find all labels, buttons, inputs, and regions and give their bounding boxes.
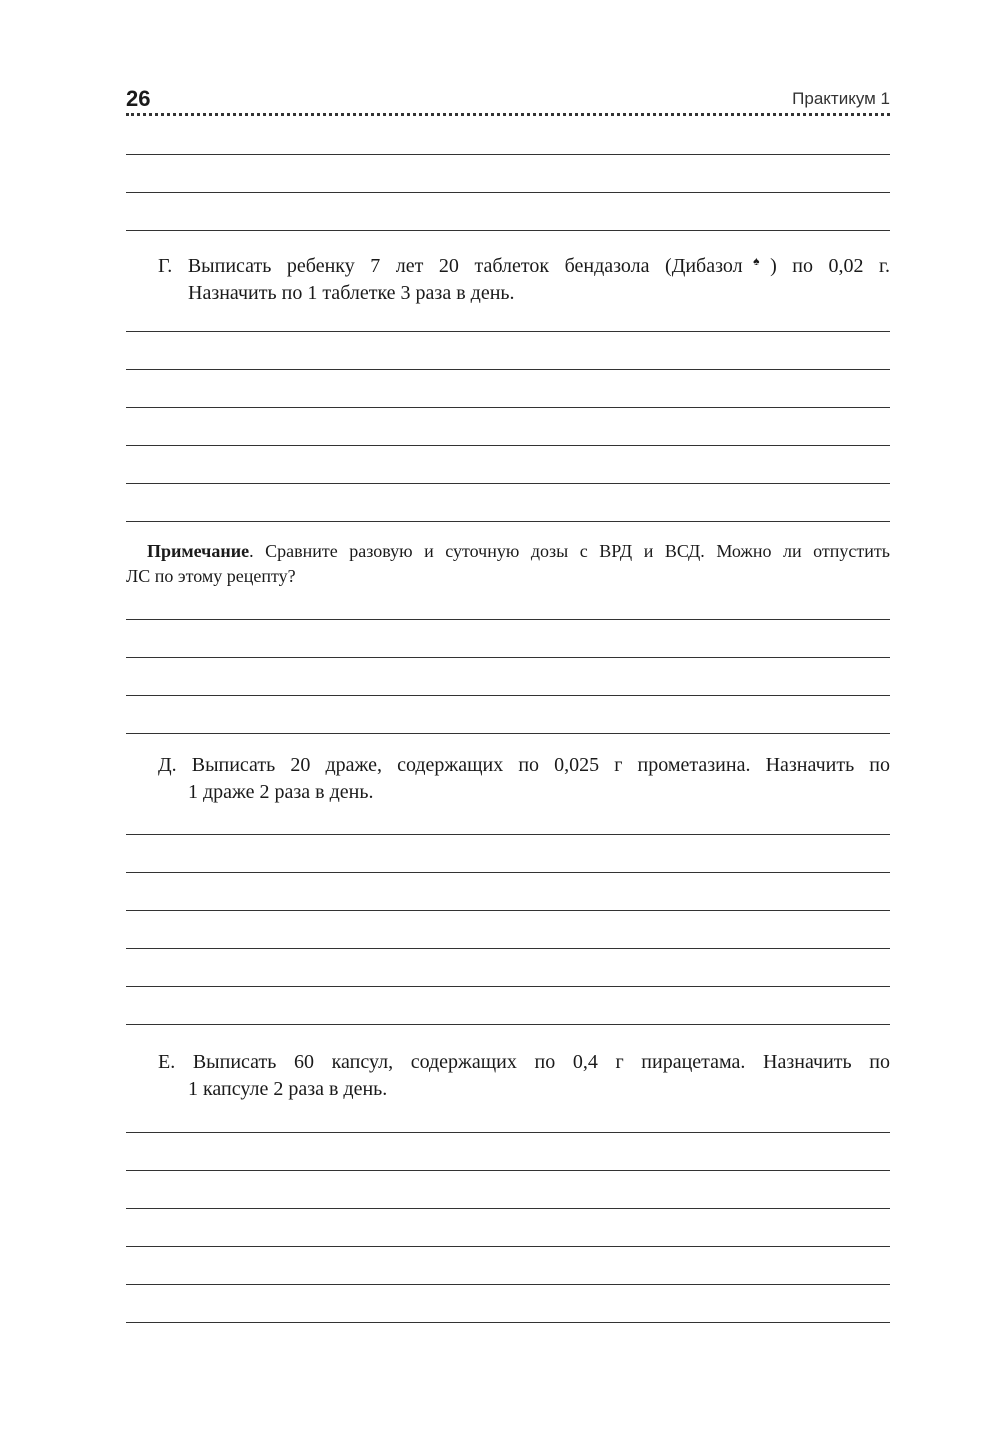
answer-line[interactable] <box>126 695 890 696</box>
answer-line[interactable] <box>126 619 890 620</box>
task-e <box>158 1049 890 1103</box>
answer-line[interactable] <box>126 331 890 332</box>
answer-line[interactable] <box>126 154 890 155</box>
answer-line[interactable] <box>126 1284 890 1285</box>
task-g-line1 <box>158 248 890 280</box>
answer-line[interactable] <box>126 657 890 658</box>
answer-line[interactable] <box>126 1322 890 1323</box>
note-line1 <box>126 539 890 564</box>
answer-line[interactable] <box>126 910 890 911</box>
task-d-line2: 1 драже 2 раза в день. <box>188 781 374 803</box>
answer-line[interactable] <box>126 1246 890 1247</box>
answer-line[interactable] <box>126 1132 890 1133</box>
header-dotted-rule <box>126 113 890 116</box>
answer-line[interactable] <box>126 834 890 835</box>
answer-line[interactable] <box>126 948 890 949</box>
answer-line[interactable] <box>126 483 890 484</box>
answer-line[interactable] <box>126 369 890 370</box>
task-g-text-end: ) по 0,02 г. <box>770 255 891 277</box>
note-label: Примечание <box>147 541 250 561</box>
note-line2: ЛС по этому рецепту? <box>126 566 296 586</box>
answer-line[interactable] <box>126 230 890 231</box>
answer-line[interactable] <box>126 1170 890 1171</box>
answer-line[interactable] <box>126 521 890 522</box>
answer-line[interactable] <box>126 445 890 446</box>
answer-line[interactable] <box>126 733 890 734</box>
spade-icon: ♠ <box>742 254 771 268</box>
task-g-line2: Назначить по 1 таблетке 3 раза в день. <box>188 282 515 304</box>
task-g-text: Г. Выписать ребенку 7 лет 20 таблеток бендазола (Дибазол <box>158 255 743 277</box>
task-d <box>158 752 890 806</box>
answer-line[interactable] <box>126 986 890 987</box>
answer-line[interactable] <box>126 192 890 193</box>
task-g <box>158 248 890 307</box>
note-text: . Сравните разовую и суточную дозы с ВРД и ВСД. Можно ли отпустить <box>249 541 890 561</box>
note <box>126 539 890 589</box>
page-number: 26 <box>126 86 151 111</box>
answer-line[interactable] <box>126 1024 890 1025</box>
task-e-line2: 1 капсуле 2 раза в день. <box>188 1078 388 1100</box>
task-d-line1: Д. Выписать 20 драже, содержащих по 0,025 г прометазина. Назначить по <box>158 754 890 776</box>
answer-line[interactable] <box>126 872 890 873</box>
running-title: Практикум 1 <box>792 89 890 108</box>
answer-line[interactable] <box>126 1208 890 1209</box>
answer-line[interactable] <box>126 407 890 408</box>
task-e-line1: Е. Выписать 60 капсул, содержащих по 0,4 г пирацетама. Назначить по <box>158 1051 890 1073</box>
